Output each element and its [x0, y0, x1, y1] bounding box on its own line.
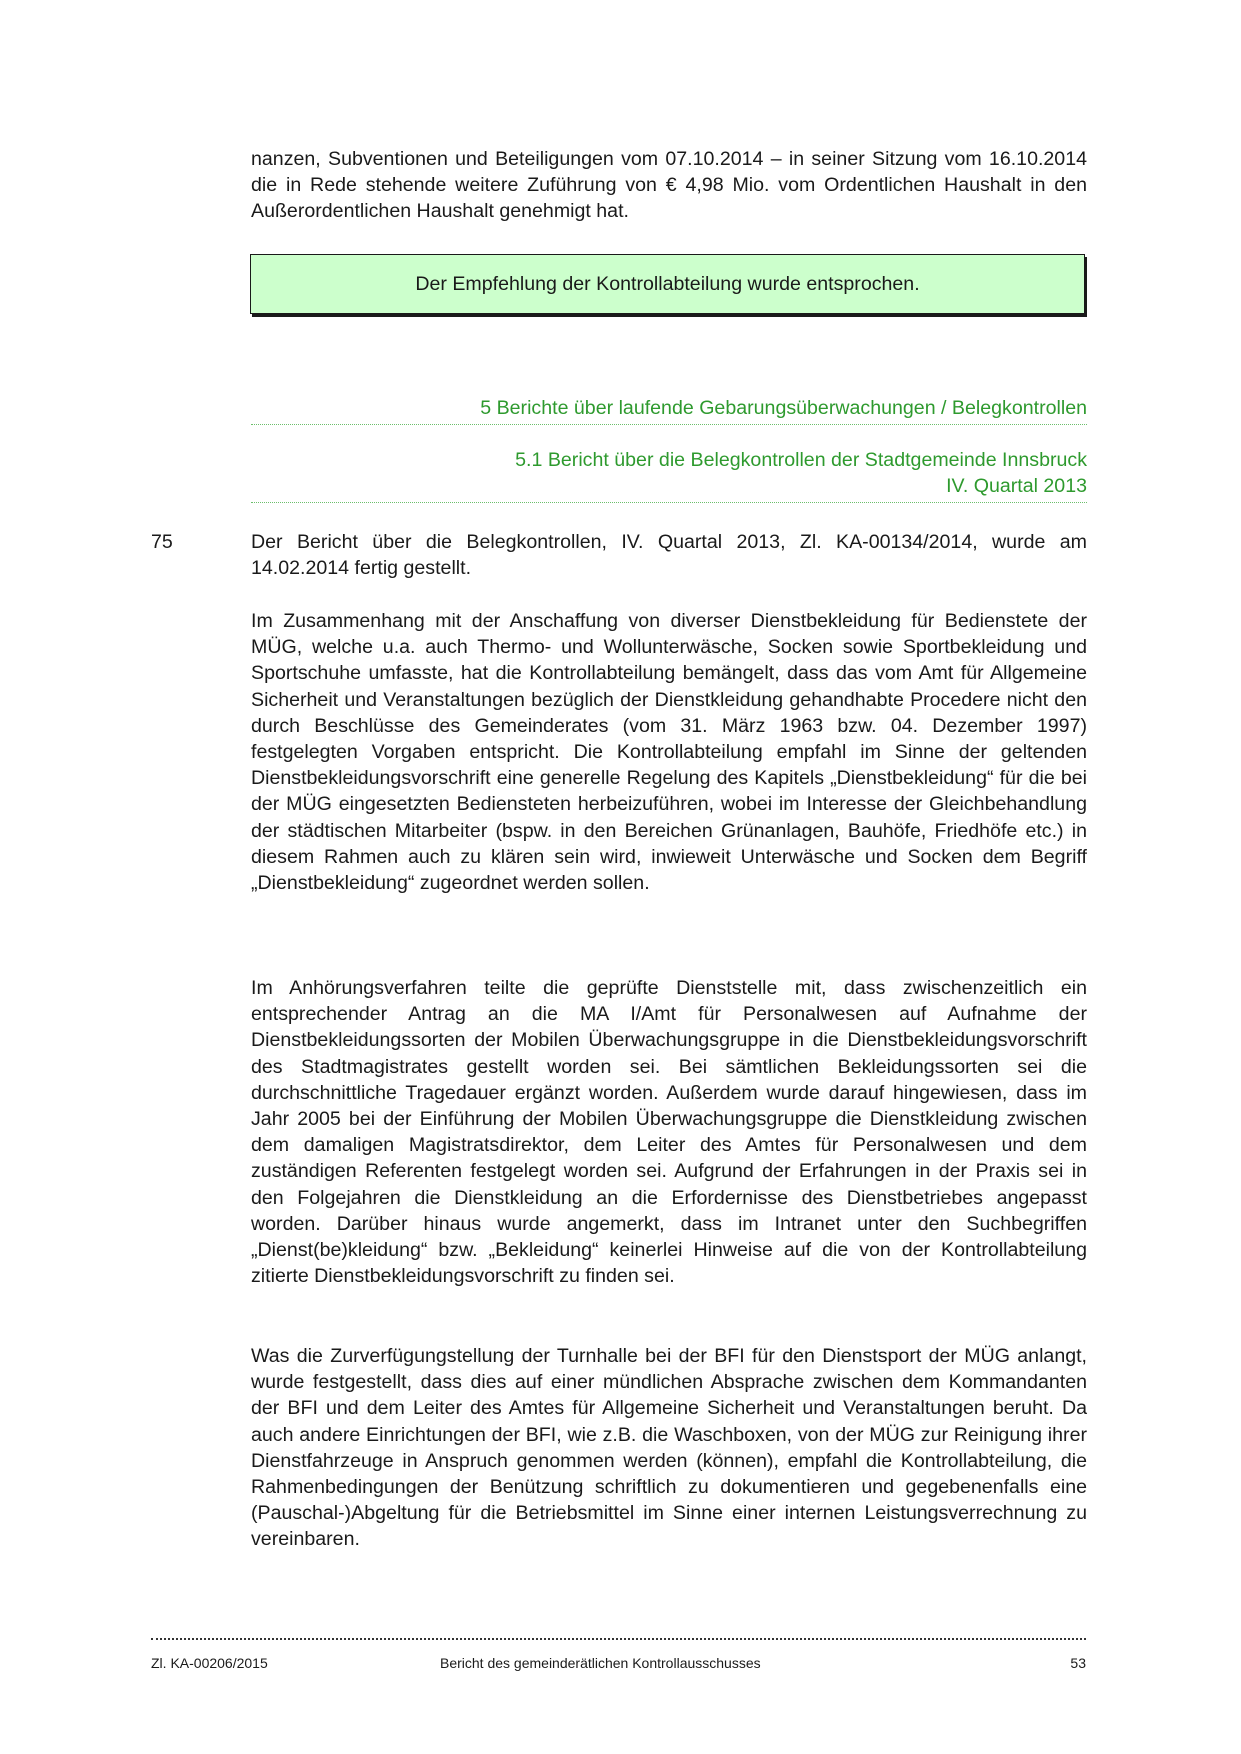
intro-paragraph: nanzen, Subventionen und Beteiligungen vom 07.10.2014 – in seiner Sitzung vom 16.10.2014 die in Rede stehende weitere Zuführung von € 4,98 Mio. vom Ordentlichen Haushalt in den Außerordentlichen Haushalt genehmigt hat. — [251, 148, 1087, 223]
paragraph-dienstbekleidung: Im Zusammenhang mit der Anschaffung von diverser Dienstbekleidung für Bedienstete der MÜG, welche u.a. auch Thermo- und Wollunterwäsche, Socken sowie Sportbekleidung und Sportschuhe umfasste, hat die Kontrollabteilung bemängelt, dass das vom Amt für Allgemeine Sicherheit und Veranstaltungen bezüglich der Dienstkleidung gehandhabte Procedere nicht den durch Beschlüsse des Gemeinderates (vom 31. März 1963 bzw. 04. Dezember 1997) festgelegten Vorgaben entspricht. Die Kontrollabteilung empfahl im Sinne der geltenden Dienstbekleidungsvorschrift eine generelle Regelung des Kapitels „Dienstbekleidung“ für die bei der MÜG eingesetzten Bediensteten herbeizuführen, wobei im Interesse der Gleichbehandlung der städtischen Mitarbeiter (bspw. in den Bereichen Grünanlagen, Bauhöfe, Friedhöfe etc.) in diesem Rahmen auch zu klären sein wird, inwieweit Unterwäsche und Socken dem Begriff „Dienstbekleidung“ zugeordnet werden sollen. — [251, 610, 1087, 895]
section-heading — [251, 395, 1087, 425]
footer-title: Bericht des gemeinderätlichen Kontrollausschusses — [440, 1655, 761, 1671]
recommendation-box — [250, 254, 1085, 314]
section-heading-text: 5 Berichte über laufende Gebarungsüberwachungen / Belegkontrollen — [480, 397, 1087, 419]
paragraph-turnhalle: Was die Zurverfügungstellung der Turnhalle bei der BFI für den Dienstsport der MÜG anlangt, wurde festgestellt, dass dies auf einer mündlichen Absprache zwischen dem Kommandanten der BFI und dem Leiter des Amtes für Allgemeine Sicherheit und Veranstaltungen beruht. Da auch andere Einrichtungen der BFI, wie z.B. die Waschboxen, von der MÜG zur Reinigung ihrer Dienstfahrzeuge in Anspruch genommen werden (können), empfahl die Kontrollabteilung, die Rahmenbedingungen der Benützung schriftlich zu dokumentieren und gegebenenfalls eine (Pauschal-)Abgeltung für die Betriebsmittel im Sinne einer internen Leistungsverrechnung zu vereinbaren. — [251, 1345, 1087, 1551]
paragraph-report-status: Der Bericht über die Belegkontrollen, IV. Quartal 2013, Zl. KA-00134/2014, wurde am 14.02.2014 fertig gestellt. — [251, 531, 1087, 580]
footer-divider — [151, 1638, 1086, 1640]
recommendation-text: Der Empfehlung der Kontrollabteilung wurde entsprochen. — [415, 272, 920, 295]
paragraph-anhoerung: Im Anhörungsverfahren teilte die geprüfte Dienststelle mit, dass zwischenzeitlich ein entsprechender Antrag an die MA I/Amt für Personalwesen auf Aufnahme der Dienstbekleidungssorten der Mobilen Überwachungsgruppe in die Dienstbekleidungsvorschrift des Stadtmagistrates gestellt worden sei. Bei sämtlichen Bekleidungssorten sei die durchschnittliche Tragedauer ergänzt worden. Außerdem wurde darauf hingewiesen, dass im Jahr 2005 bei der Einführung der Mobilen Überwachungsgruppe die Dienstkleidung zwischen dem damaligen Magistratsdirektor, dem Leiter des Amtes für Personalwesen und dem zuständigen Referenten festgelegt worden sei. Aufgrund der Erfahrungen in der Praxis sei in den Folgejahren die Dienstkleidung an die Erfordernisse des Dienstbetriebes angepasst worden. Darüber hinaus wurde angemerkt, dass im Intranet unter den Suchbegriffen „Dienst(be)kleidung“ bzw. „Bekleidung“ keinerlei Hinweise auf die von der Kontrollabteilung zitierte Dienstbekleidungsvorschrift zu finden sei. — [251, 977, 1087, 1288]
subsection-heading-line2: IV. Quartal 2013 — [946, 475, 1087, 497]
footer-reference: Zl. KA-00206/2015 — [151, 1655, 268, 1671]
page-number: 53 — [1070, 1655, 1086, 1671]
paragraph-number: 75 — [151, 531, 173, 553]
subsection-heading-line1: 5.1 Bericht über die Belegkontrollen der Stadtgemeinde Innsbruck — [515, 449, 1087, 471]
subsection-heading — [251, 447, 1087, 503]
